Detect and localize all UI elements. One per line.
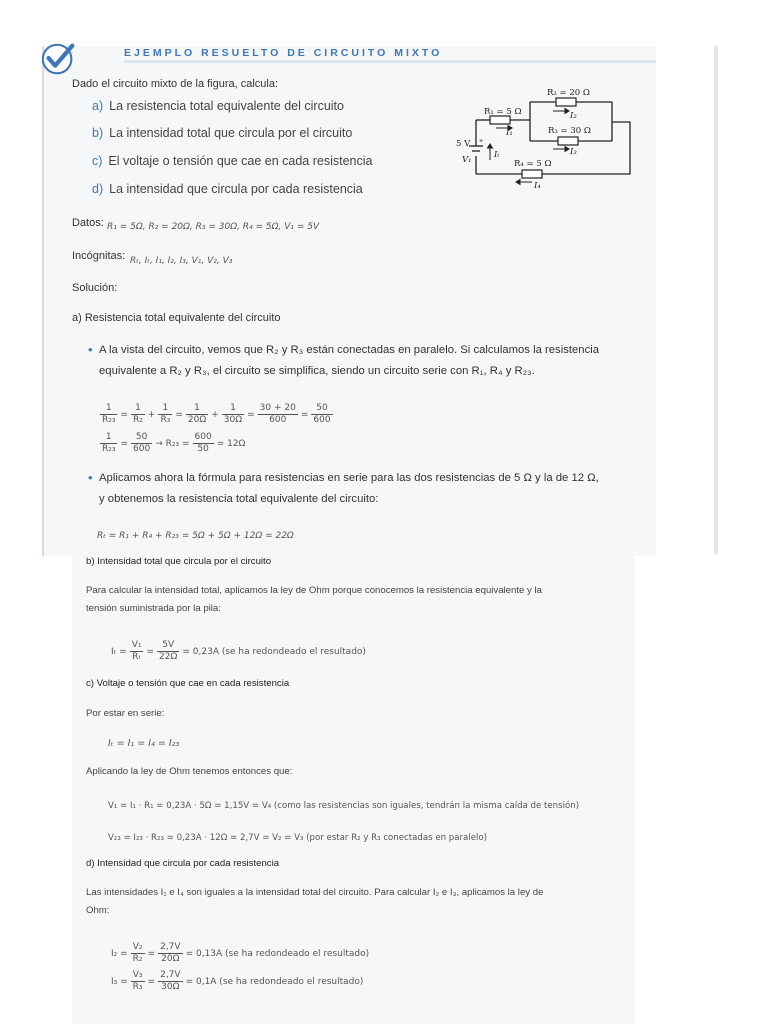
fraction-den: R₂₃ (102, 415, 116, 425)
fraction (222, 403, 244, 426)
fraction-num: 1 (100, 403, 117, 415)
result-text: = 0,13A (se ha redondeado el resultado) (185, 948, 370, 959)
fraction-den: R₂ (133, 415, 143, 425)
section-d-para-line1: Las intensidades I₁ e I₄ son iguales a la intensidad total del circuito. Para calcular I₂ e I₃, aplicamos la ley de (86, 887, 544, 898)
question-a (92, 99, 344, 113)
r23-equation: $\frac{1}{\text{R₂₃}}$ = $\frac{50}{600}$ → R₂₃ = $\frac{600}{50}$ = 12Ω (102, 432, 246, 454)
fraction (258, 403, 298, 426)
fraction (131, 432, 152, 455)
bullet-dot: • (88, 470, 93, 485)
fraction (158, 942, 182, 965)
fraction (131, 403, 145, 426)
i2-equation: I₂ = $\frac{\text{V₂}}{\text{R₂}}$ = $\frac{2,7V}{20\Omega}$ = 0,13A (se ha redondeado el resultado) (111, 942, 370, 964)
fraction (311, 403, 332, 426)
fraction-den: R₂₃ (102, 444, 116, 454)
fraction-num: 600 (194, 432, 212, 442)
fraction (131, 942, 145, 965)
question-text: El voltaje o tensión que cae en cada resistencia (108, 154, 373, 168)
question-b (92, 126, 352, 140)
section-a-title: a) Resistencia total equivalente del circuito (72, 312, 281, 324)
i1-label: I₁ (506, 128, 513, 138)
voltage-label: 5 V (456, 139, 471, 149)
fraction-num: 1 (100, 432, 117, 444)
i2-label: I₂ (570, 111, 577, 121)
datos-label: Datos: (72, 217, 104, 229)
section-c-v23: V₂₃ = I₂₃ · R₂₃ = 0,23A · 12Ω = 2,7V = V₂ = V₃ (por estar R₂ y R₃ conectadas en paralelo) (108, 833, 487, 843)
plus-sign: + (479, 138, 484, 145)
bullet-dot: • (88, 342, 93, 357)
check-badge-icon (40, 40, 78, 78)
question-text: La resistencia total equivalente del circuito (109, 99, 344, 113)
fraction-num: V₂ (131, 942, 145, 954)
circuit-diagram (454, 86, 640, 192)
fraction-num: 1 (131, 403, 145, 415)
fraction-den: R₃ (132, 982, 143, 992)
question-d (92, 182, 363, 196)
section-c-v1: V₁ = I₁ · R₁ = 0,23A · 5Ω = 1,15V = V₄ (como las resistencias son iguales, tendrán la misma caída de tensión) (108, 801, 580, 811)
fraction (158, 403, 172, 426)
fraction-num: 1 (186, 403, 208, 415)
section-a-bullet1-line1: A la vista del circuito, vemos que R₂ y R₃ están conectadas en paralelo. Si calculamos la resistencia (99, 344, 600, 356)
section-a-bullet2-line1: Aplicamos ahora la fórmula para resistencias en serie para las dos resistencias de 5 Ω y la de 12 Ω, (99, 472, 599, 484)
fraction (131, 970, 145, 993)
fraction-den: 20Ω (161, 954, 180, 964)
fraction-num: 50 (311, 403, 332, 415)
incognitas-label: Incógnitas: (72, 250, 126, 262)
fraction-num: 1 (222, 403, 244, 415)
fraction-num: V₁ (131, 640, 142, 650)
fraction-den: 50 (197, 444, 209, 454)
section-d-para-line2: Ohm: (86, 905, 110, 916)
section-b-title: b) Intensidad total que circula por el circuito (86, 556, 272, 567)
section-d-title: d) Intensidad que circula por cada resistencia (86, 858, 280, 869)
question-letter: d) (92, 182, 104, 196)
fraction-num: 5V (157, 640, 179, 652)
fraction-den: R₂ (132, 954, 143, 964)
r4-label: R₄ = 5 Ω (514, 159, 552, 169)
section-c-current-equality: Iₜ = I₁ = I₄ = I₂₃ (108, 738, 180, 749)
arrow-text: → R₂₃ = (155, 438, 190, 449)
question-letter: b) (92, 126, 104, 140)
section-b-para-line2: tensión suministrada por la pila: (86, 603, 221, 614)
rt-equation: Rₜ = R₁ + R₄ + R₂₃ = 5Ω + 5Ω + 12Ω = 22Ω (97, 531, 294, 541)
fraction-den: 600 (133, 444, 151, 454)
r1-label: R₁ = 5 Ω (484, 107, 522, 117)
fraction (100, 403, 117, 426)
fraction-den: Rₜ (132, 652, 142, 662)
question-letter: c) (92, 154, 103, 168)
r1-resistor (490, 116, 510, 124)
incognitas-values: Rₜ, Iₜ, I₁, I₂, I₃, V₁, V₂, V₃ (130, 256, 233, 266)
card-edge (714, 46, 718, 554)
fraction (157, 640, 179, 663)
fraction-num: 30 + 20 (259, 403, 296, 413)
lhs: I₂ = (111, 948, 128, 959)
fraction-den: 20Ω (187, 415, 207, 425)
question-letter: a) (92, 99, 104, 113)
fraction-den: R₃ (160, 415, 171, 425)
title-underline (124, 60, 656, 63)
fraction (186, 403, 208, 426)
intro-text: Dado el circuito mixto de la figura, calcula: (72, 78, 279, 90)
current-total-equation: Iₜ = $\frac{\text{V₁}}{\text{Rₜ}}$ = $\frac{5V}{22\Omega}$ = 0,23A (se ha redondeado el resultado) (111, 640, 366, 662)
i4-label: I₄ (534, 181, 541, 191)
section-a-bullet2-line2: y obtenemos la resistencia total equivalente del circuito: (99, 493, 379, 505)
question-c (92, 154, 372, 168)
lhs: I₃ = (111, 976, 128, 987)
fraction-den: 600 (269, 415, 287, 425)
datos-values: R₁ = 5Ω, R₂ = 20Ω, R₃ = 30Ω, R₄ = 5Ω, V₁ = 5V (107, 222, 320, 232)
it-label: Iₜ (494, 150, 500, 160)
parallel-equation: $\frac{1}{\text{R₂₃}}$ = $\frac{1}{\text{R₂}}$ + $\frac{1}{\text{R₃}}$ = $\frac{1}{20\Omega}$ + $\frac{1}{30\Omega}$ = $\frac{30 + 20}{600}$ = $\frac{50}{600}$ (102, 403, 331, 425)
section-a-bullet1-line2: equivalente a R₂ y R₃, el circuito se simplifica, siendo un circuito serie con R₁, R₄ y R₂₃. (99, 365, 535, 377)
result-text: = 0,1A (se ha redondeado el resultado) (185, 976, 364, 987)
r2-resistor (556, 98, 576, 106)
result-text: = 12Ω (216, 438, 246, 449)
fraction (130, 640, 144, 663)
section-b-para-line1: Para calcular la intensidad total, aplicamos la ley de Ohm porque conocemos la resistencia equivalente y la (86, 585, 542, 596)
section-c-serie: Por estar en serie: (86, 708, 165, 719)
v1-label: V₁ (462, 155, 472, 165)
fraction-den: 22Ω (159, 652, 178, 662)
solucion-label: Solución: (72, 282, 118, 294)
fraction (158, 970, 182, 993)
fraction-num: 50 (131, 432, 152, 444)
r3-label: R₃ = 30 Ω (548, 126, 591, 136)
question-text: La intensidad total que circula por el circuito (109, 126, 353, 140)
fraction-den: 30Ω (223, 415, 243, 425)
r3-resistor (558, 137, 578, 145)
i3-equation: I₃ = $\frac{\text{V₃}}{\text{R₃}}$ = $\frac{2,7V}{30\Omega}$ = 0,1A (se ha redondeado el resultado) (111, 970, 364, 992)
question-text: La intensidad que circula por cada resistencia (109, 182, 363, 196)
r4-resistor (522, 170, 542, 178)
fraction-num: 1 (158, 403, 172, 415)
fraction (100, 432, 117, 455)
fraction-num: V₃ (131, 970, 145, 982)
fraction-den: 30Ω (161, 982, 180, 992)
example-title: EJEMPLO RESUELTO DE CIRCUITO MIXTO (124, 47, 443, 59)
r2-label: R₂ = 20 Ω (547, 88, 590, 98)
section-c-title: c) Voltaje o tensión que cae en cada resistencia (86, 678, 290, 689)
fraction-den: 600 (313, 415, 331, 425)
lhs: Iₜ = (111, 646, 127, 657)
section-c-ohm: Aplicando la ley de Ohm tenemos entonces que: (86, 766, 293, 777)
result-text: = 0,23A (se ha redondeado el resultado) (182, 646, 366, 657)
fraction-num: 2,7V (160, 970, 181, 980)
i3-label: I₃ (570, 147, 577, 157)
fraction-num: 2,7V (160, 942, 181, 952)
fraction (193, 432, 214, 455)
